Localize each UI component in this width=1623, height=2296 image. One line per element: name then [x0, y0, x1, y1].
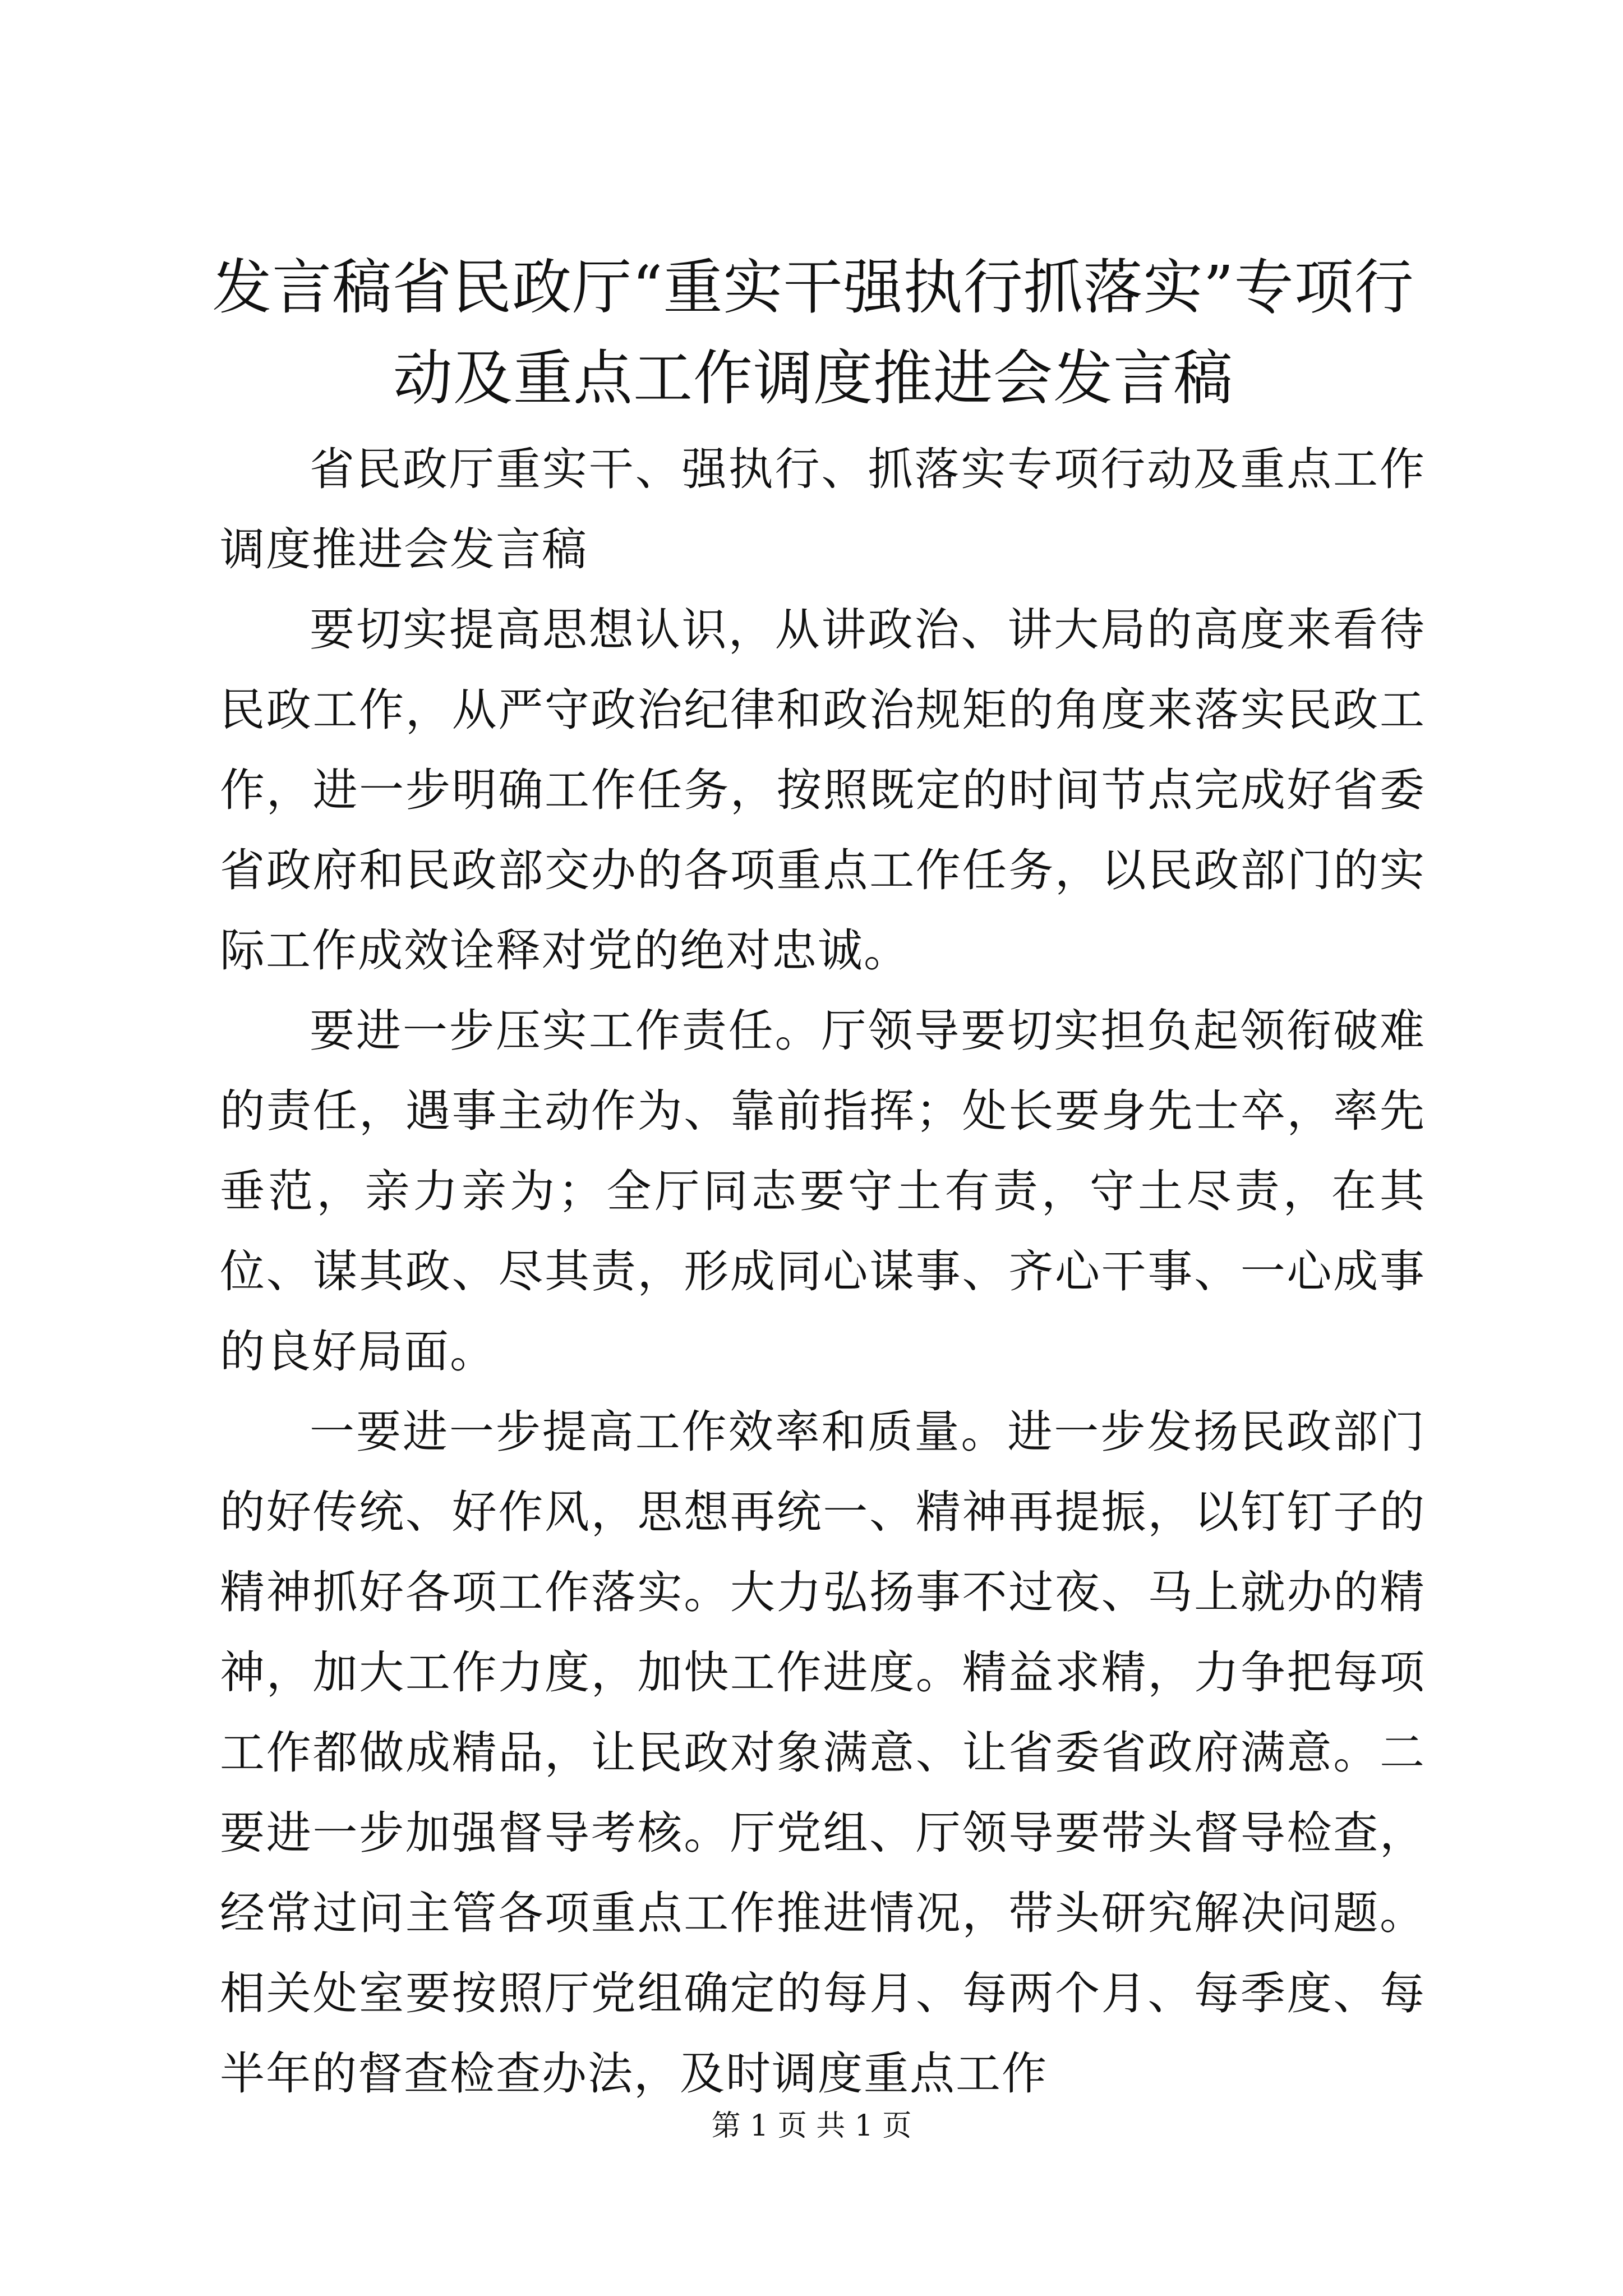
paragraph-4: 一要进一步提高工作效率和质量。进一步发扬民政部门的好传统、好作风，思想再统一、精神再提振，以钉钉子的精神抓好各项工作落实。大力弘扬事不过夜、马上就办的精神，加大工作力度，加快工作进度。精益求精，力争把每项工作都做成精品，让民政对象满意、让省委省政府满意。二要进一步加强督导考核。厅党组、厅领导要带头督导检查，经常过问主管各项重点工作推进情况，带头研究解决问题。相关处室要按照厅党组确定的每月、每两个月、每季度、每半年的督查检查办法，及时调度重点工作	[220, 1406, 1426, 2100]
page-footer: 第 1 页 共 1 页	[711, 2109, 912, 2143]
document-body	[220, 429, 1426, 2114]
paragraph-2: 要切实提高思想认识，从讲政治、讲大局的高度来看待民政工作，从严守政治纪律和政治规矩的角度来落实民政工作，进一步明确工作任务，按照既定的时间节点完成好省委省政府和民政部交办的各项重点工作任务，以民政部门的实际工作成效诠释对党的绝对忠诚。	[220, 604, 1426, 977]
paragraph-1: 省民政厅重实干、强执行、抓落实专项行动及重点工作调度推进会发言稿	[220, 443, 1426, 576]
document-title: 发言稿省民政厅“重实干强执行抓落实”专项行动及重点工作调度推进会发言稿	[212, 253, 1414, 413]
paragraph-3: 要进一步压实工作责任。厅领导要切实担负起领衔破难的责任，遇事主动作为、靠前指挥；处长要身先士卒，率先垂范，亲力亲为；全厅同志要守土有责，守土尽责，在其位、谋其政、尽其责，形成同心谋事、齐心干事、一心成事的良好局面。	[220, 1005, 1426, 1378]
